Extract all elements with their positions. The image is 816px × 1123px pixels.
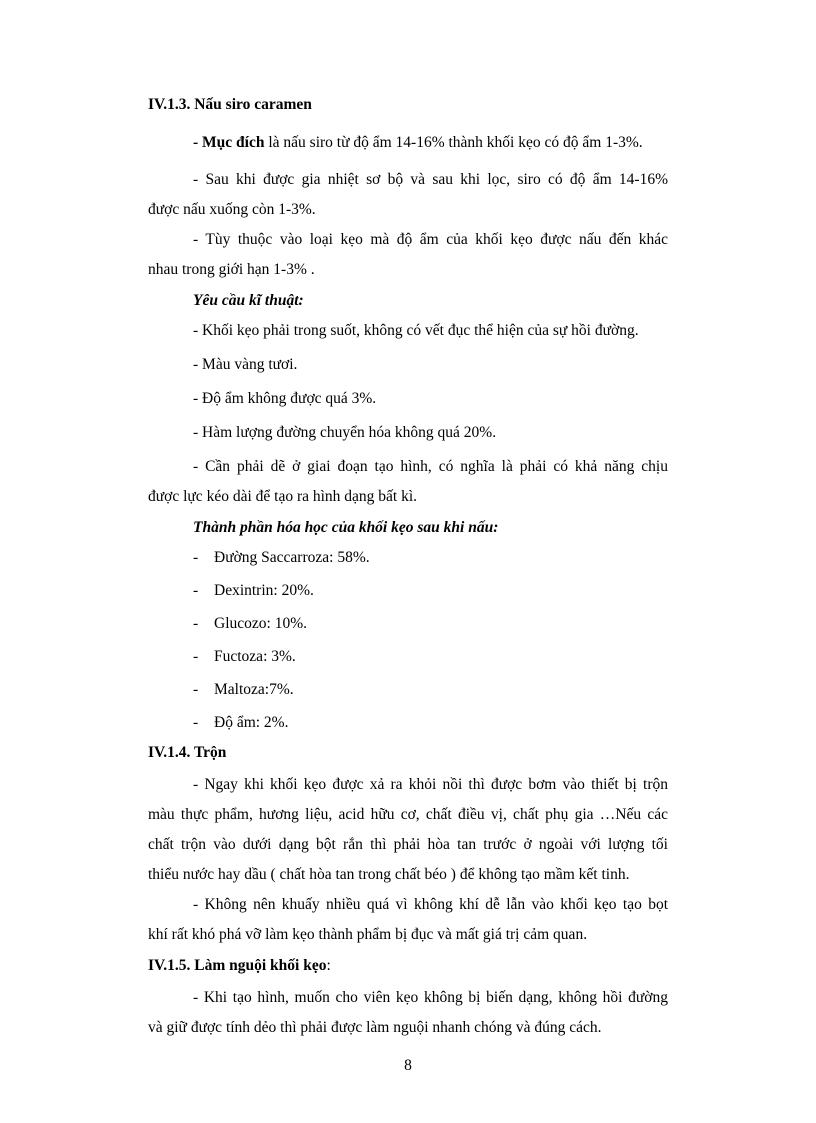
section-heading-text: IV.1.5. Làm nguội khối kẹo [148, 957, 327, 974]
paragraph-purpose [193, 134, 643, 153]
composition-item: Đường Saccarroza: 58%. [214, 549, 370, 566]
list-dash: - [193, 549, 199, 566]
paragraph-line: - Ngay khi khối kẹo được xả ra khỏi nồi thì được bơm vào thiết bị trộn [193, 776, 668, 793]
paragraph-line: khí rất khó phá vỡ làm kẹo thành phẩm bị đục và mất giá trị cảm quan. [148, 926, 588, 943]
paragraph-line: - Cần phải dẽ ở giai đoạn tạo hình, có nghĩa là phải có khả năng chịu [193, 458, 668, 475]
paragraph-line: - Không nên khuấy nhiều quá vì không khí dễ lẫn vào khối kẹo tạo bọt [193, 896, 668, 913]
requirement-item: - Độ ẩm không được quá 3%. [193, 390, 377, 407]
section-heading-iv-1-4: IV.1.4. Trộn [148, 744, 227, 761]
section-heading-iv-1-5 [148, 957, 331, 976]
composition-item: Glucozo: 10%. [214, 615, 307, 632]
list-dash: - [193, 714, 199, 731]
composition-heading: Thành phần hóa học của khối kẹo sau khi nấu: [193, 519, 499, 536]
list-dash: - [193, 681, 199, 698]
requirement-item: - Màu vàng tươi. [193, 356, 298, 373]
paragraph-line: màu thực phẩm, hương liệu, acid hữu cơ, chất điều vị, chất phụ gia …Nếu các [148, 806, 668, 823]
purpose-text: là nấu siro từ độ ẩm 14-16% thành khối kẹo có độ ẩm 1-3%. [264, 134, 643, 151]
paragraph-line: - Sau khi được gia nhiệt sơ bộ và sau khi lọc, siro có độ ẩm 14-16% [193, 171, 668, 188]
list-dash: - [193, 582, 199, 599]
composition-item: Fuctoza: 3%. [214, 648, 296, 665]
paragraph-line: chất trộn vào dưới dạng bột rắn thì phải hòa tan trước ở ngoài với lượng tối [148, 836, 668, 853]
section-heading-iv-1-3: IV.1.3. Nấu siro caramen [148, 96, 312, 113]
paragraph-line: - Tùy thuộc vào loại kẹo mà độ ẩm của khối kẹo được nấu đến khác [193, 231, 668, 248]
section-heading-colon: : [326, 957, 331, 974]
page-number: 8 [404, 1057, 412, 1074]
paragraph-line: được lực kéo dài để tạo ra hình dạng bất kì. [148, 488, 418, 505]
paragraph-line: - Khi tạo hình, muốn cho viên kẹo không bị biến dạng, không hồi đường [193, 989, 668, 1006]
requirement-item: - Khối kẹo phải trong suốt, không có vết đục thể hiện của sự hồi đường. [193, 322, 639, 339]
composition-item: Maltoza:7%. [214, 681, 294, 698]
paragraph-line: và giữ được tính dẻo thì phải được làm nguội nhanh chóng và đúng cách. [148, 1019, 602, 1036]
composition-item: Dexintrin: 20%. [214, 582, 314, 599]
composition-item: Độ ẩm: 2%. [214, 714, 289, 731]
purpose-label: - Mục đích [193, 134, 265, 151]
requirements-heading: Yêu cầu kĩ thuật: [193, 292, 304, 309]
paragraph-line: thiểu nước hay dầu ( chất hòa tan trong chất béo ) để không tạo mầm kết tinh. [148, 866, 630, 883]
list-dash: - [193, 648, 199, 665]
list-dash: - [193, 615, 199, 632]
requirement-item: - Hàm lượng đường chuyển hóa không quá 20%. [193, 424, 497, 441]
paragraph-line: nhau trong giới hạn 1-3% . [148, 261, 315, 278]
paragraph-line: được nấu xuống còn 1-3%. [148, 201, 316, 218]
